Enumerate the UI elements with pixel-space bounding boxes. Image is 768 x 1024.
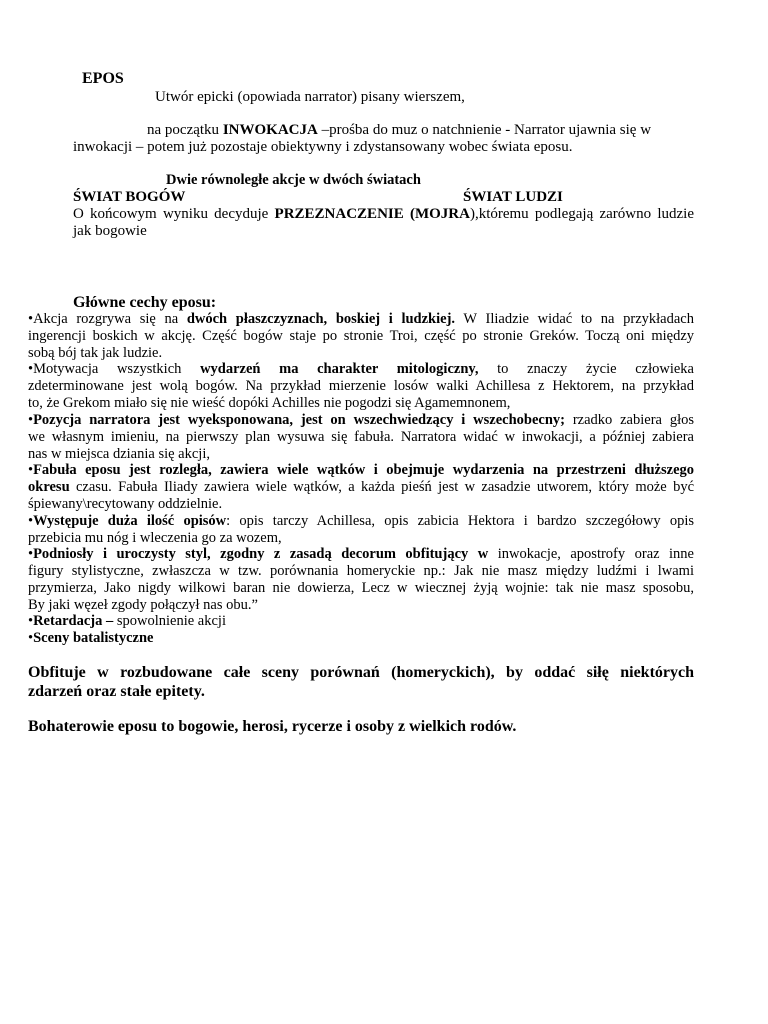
feature-6-line-3: przymierza, Jako nigdy wilkowi baran nie dowierza, Lecz w wiecznej żyją wojnie: tak nie masz sposobu, xyxy=(28,580,694,596)
invocation-pre: na początku xyxy=(147,122,223,138)
feature-1-pre: •Akcja rozgrywa się na xyxy=(28,311,187,327)
world-gods-label: ŚWIAT BOGÓW xyxy=(73,189,186,205)
invocation-post: –prośba do muz o natchnienie - Narrator ujawnia się w xyxy=(317,122,652,138)
closing-paragraph-1-line-2: zdarzeń oraz stałe epitety. xyxy=(28,683,205,700)
feature-5-post: : opis tarczy Achillesa, opis zabicia Hektora i bardzo szczegółowy opis xyxy=(226,513,694,529)
feature-4-bold-2: okresu xyxy=(28,479,70,495)
feature-2-bold: wydarzeń ma charakter mitologiczny, xyxy=(200,361,479,377)
feature-4-pre: • xyxy=(28,462,34,478)
feature-4-line-2 xyxy=(28,479,694,496)
feature-6-line-1 xyxy=(28,546,694,563)
feature-6-line-2: figury stylistyczne, zwłaszcza w tzw. porównania homeryckie np.: Jak nie masz między ludźmi i lwami xyxy=(28,563,694,579)
invocation-line-1 xyxy=(147,122,651,139)
feature-6-pre: • xyxy=(28,546,34,562)
two-worlds-heading: Dwie równoległe akcje w dwóch światach xyxy=(166,172,421,188)
features-heading: Główne cechy eposu: xyxy=(73,294,217,311)
feature-7-line xyxy=(28,613,226,630)
feature-2-line-2: zdeterminowane jest wolą bogów. Na przykład mierzenie losów walki Achillesa z Hektorem, na przykład xyxy=(28,378,694,394)
feature-1-line-2: ingerencji boskich w akcję. Część bogów staje po stronie Troi, część po stronie Greków. Toczą oni między xyxy=(28,328,694,344)
feature-7-bold: Retardacja – xyxy=(33,613,114,629)
feature-4-line-1 xyxy=(28,462,694,479)
fate-pre: O końcowym wyniku decyduje xyxy=(73,206,275,222)
closing-paragraph-2: Bohaterowie eposu to bogowie, herosi, rycerze i osoby z wielkich rodów. xyxy=(28,718,517,735)
feature-8-bold: Sceny batalistyczne xyxy=(33,630,154,646)
feature-1-line-3: sobą bój tak jak ludzie. xyxy=(28,345,163,361)
feature-3-pre: • xyxy=(28,412,34,428)
feature-5-pre: • xyxy=(28,513,34,529)
invocation-line-2: inwokacji – potem już pozostaje obiektywny i zdystansowany wobec świata eposu. xyxy=(73,139,573,155)
feature-1-post: W Iliadzie widać to na przykładach xyxy=(455,311,694,327)
feature-2-line-3: to, że Grekom miało się nie wieść dopóki Achilles nie pogodzi się Agamemnonem, xyxy=(28,395,511,411)
feature-4-bold: Fabuła eposu jest rozległa, zawiera wiele wątków i obejmuje wydarzenia na przestrzeni dłuższego xyxy=(33,462,694,478)
feature-6-line-4: By jaki węzeł zgody połączył nas obu.” xyxy=(28,597,258,613)
feature-5-line-1 xyxy=(28,513,694,530)
definition-line: Utwór epicki (opowiada narrator) pisany wierszem, xyxy=(155,89,465,105)
feature-4-post: czasu. Fabuła Iliady zawiera wiele wątków, a każda pieśń jest w zasadzie utworem, który może być xyxy=(69,479,694,495)
fate-post: ),któremu podlegają zarówno ludzie xyxy=(469,206,694,222)
feature-4-line-3: śpiewany\recytowany oddzielnie. xyxy=(28,496,223,512)
feature-8-line xyxy=(28,630,154,647)
fate-line-1 xyxy=(73,206,694,223)
world-humans-label: ŚWIAT LUDZI xyxy=(463,189,563,205)
feature-5-bold: Występuje duża ilość opisów xyxy=(33,513,227,529)
feature-1-bold: dwóch płaszczyznach, boskiej i ludzkiej. xyxy=(186,311,456,327)
closing-paragraph-1-line-1: Obfituje w rozbudowane całe sceny porównań (homeryckich), by oddać siłę niektórych xyxy=(28,664,694,681)
feature-6-post: inwokacje, apostrofy oraz inne xyxy=(488,546,694,562)
feature-2-line-1 xyxy=(28,361,694,378)
feature-7-post: spowolnienie akcji xyxy=(113,613,226,629)
feature-1-line-1 xyxy=(28,311,694,328)
feature-3-line-1 xyxy=(28,412,694,429)
feature-3-bold: Pozycja narratora jest wyeksponowana, jest on wszechwiedzący i wszechobecny; xyxy=(33,412,565,428)
feature-3-line-3: nas w miejsca dziania się akcji, xyxy=(28,446,210,462)
fate-term: PRZEZNACZENIE (MOJRA xyxy=(274,206,470,222)
feature-3-post: rzadko zabiera głos xyxy=(564,412,694,428)
fate-line-2: jak bogowie xyxy=(73,223,147,239)
invocation-term: INWOKACJA xyxy=(222,122,318,138)
feature-7-pre: • xyxy=(28,613,34,629)
feature-6-bold: Podniosły i uroczysty styl, zgodny z zasadą decorum obfitujący w xyxy=(33,546,489,562)
feature-8-pre: • xyxy=(28,630,34,646)
feature-2-post: to znaczy życie człowieka xyxy=(478,361,694,377)
feature-5-line-2: przebicia mu nóg i wleczenia go za wozem, xyxy=(28,530,282,546)
feature-2-pre: •Motywacja wszystkich xyxy=(28,361,201,377)
page-title: EPOS xyxy=(82,70,124,87)
feature-3-line-2: we własnym imieniu, na pierwszy plan wysuwa się fabuła. Narratora widać w inwokacji, a później zabiera xyxy=(28,429,694,445)
